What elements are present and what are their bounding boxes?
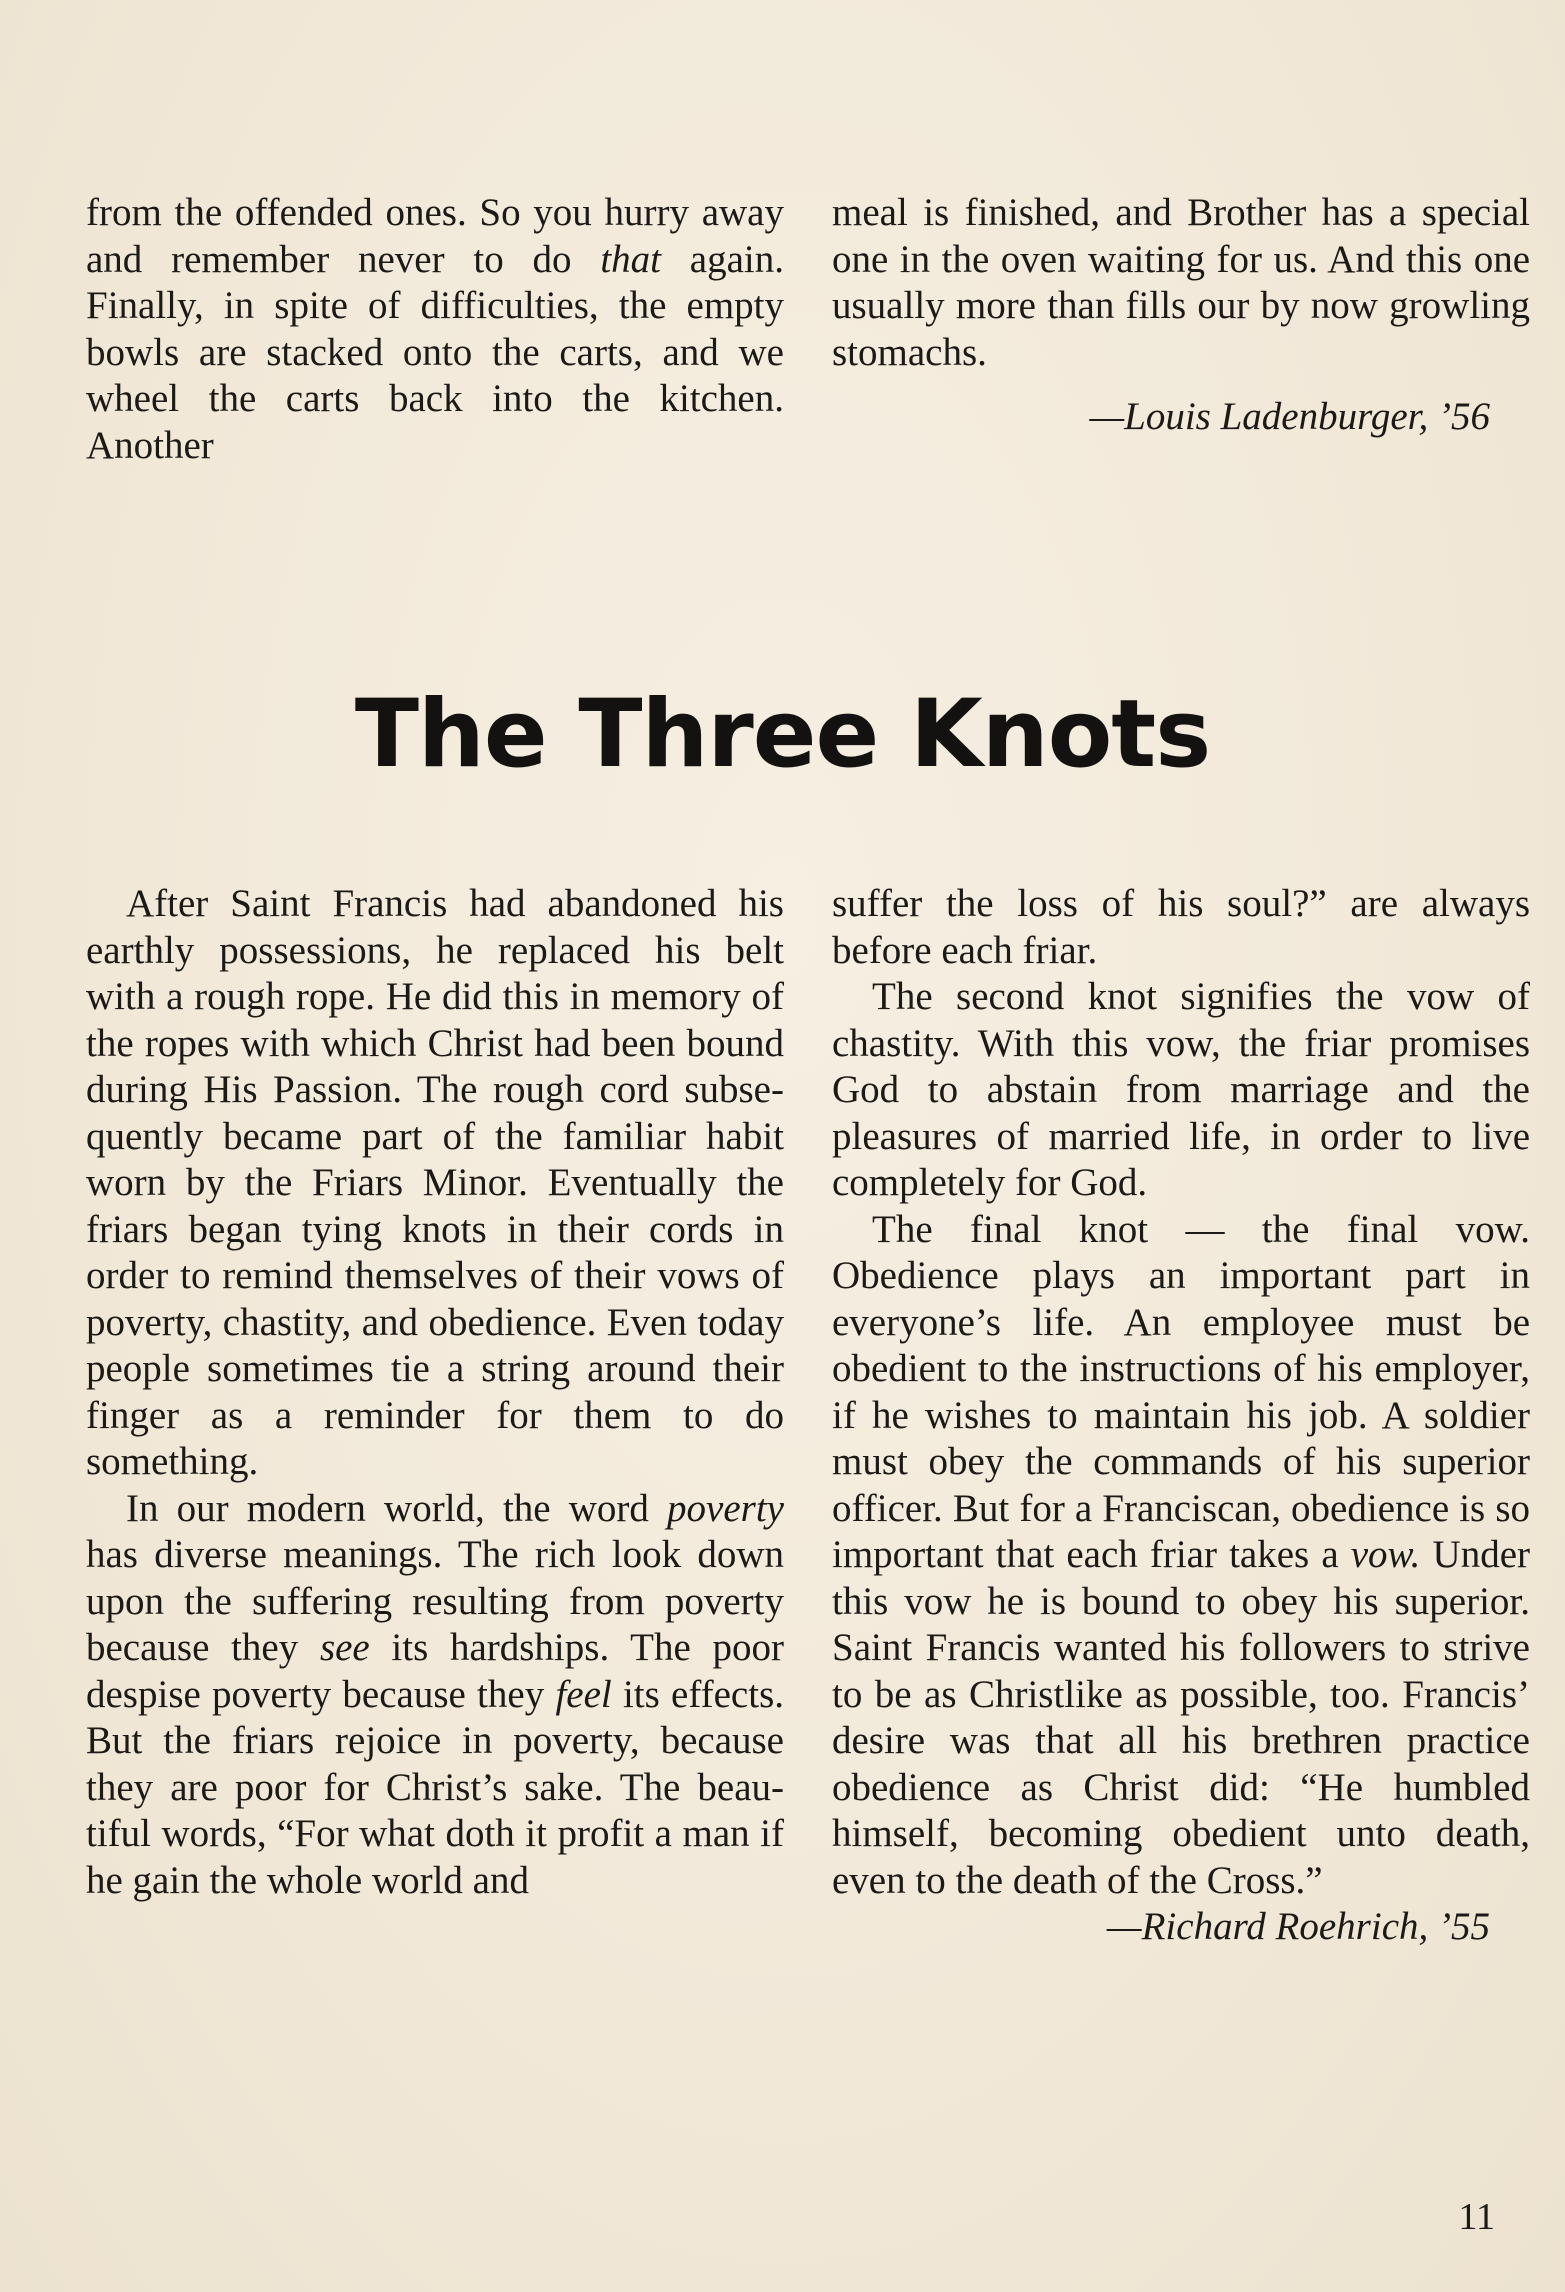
text-run: its hardships. The poor despise poverty because they	[86, 1626, 784, 1716]
italic-word: feel	[555, 1672, 612, 1716]
italic-word: vow.	[1350, 1533, 1421, 1576]
previous-article-left-column	[86, 190, 784, 469]
italic-word: poverty	[667, 1486, 784, 1530]
article-paragraph-2-continued: suffer the loss of his soul?” are always before each friar.	[832, 882, 1530, 972]
article-paragraph-2	[86, 1486, 784, 1905]
italic-word: that	[600, 237, 661, 281]
page-number: 11	[1458, 2196, 1495, 2238]
previous-article-signature: —Louis Ladenburger, ’56	[1089, 395, 1490, 438]
text-run: In our modern world, the word	[126, 1486, 668, 1530]
text-run: its effects. But the friars rejoice in poverty, because they are poor for Christ’s sake. The beautiful words, “For what doth it profit a man if he gain the whole world and	[86, 1672, 785, 1902]
article-paragraph-3: The second knot signifies the vow of chastity. With this vow, the friar promises God to abstain from marriage and the pleasures of married life, in order to live completely for God.	[832, 975, 1530, 1204]
article-paragraph-4	[832, 1207, 1530, 1905]
text-run: from the offended ones. So you hurry away and remember never to do	[86, 191, 784, 281]
article-signature: —Richard Roehrich, ’55	[1106, 1905, 1490, 1948]
text-run: again. Finally, in spite of difficulties, the empty bowls are stacked onto the carts, and we wheel the carts back into the kitchen. Another	[86, 237, 784, 467]
italic-word: see	[319, 1626, 370, 1669]
article-left-column	[86, 881, 784, 1904]
previous-article-right-column	[832, 190, 1530, 441]
text-run: has diverse meanings. The rich look down upon the suffering resulting from poverty because they	[86, 1533, 784, 1669]
text-run: Under this vow he is bound to obey his superior. Saint Francis wanted his followers to strive to be as Christlike as possible, too. Francis’ desire was that all his brethren practice obedience as Christ did: “He humbled himself, becoming obedient unto death, even to the death of the Cross.”	[832, 1533, 1530, 1902]
previous-article-text	[86, 190, 784, 469]
article-title: The Three Knots	[354, 680, 1211, 789]
article-paragraph-1: After Saint Francis had abandoned his earthly possessions, he replaced his belt with a rough rope. He did this in memory of the ropes with which Christ had been bound during His Passion. The rough cord subsequently became part of the familiar habit worn by the Friars Minor. Eventually the friars began tying knots in their cords in order to remind themselves of their vows of poverty, chastity, and obedience. Even today people sometimes tie a string around their finger as a reminder for them to do something.	[86, 882, 784, 1483]
text-run: The final knot — the final vow. Obedience plays an important part in everyone’s life. An employee must be obedient to the instructions of his employer, if he wishes to maintain his job. A soldier must obey the commands of his superior officer. But for a Franciscan, obedience is so important that each friar takes a	[832, 1207, 1530, 1576]
article-right-column	[832, 881, 1530, 1951]
previous-article-text-end: meal is finished, and Brother has a special one in the oven waiting for us. And this one usually more than fills our by now growling stomachs.	[832, 191, 1530, 374]
